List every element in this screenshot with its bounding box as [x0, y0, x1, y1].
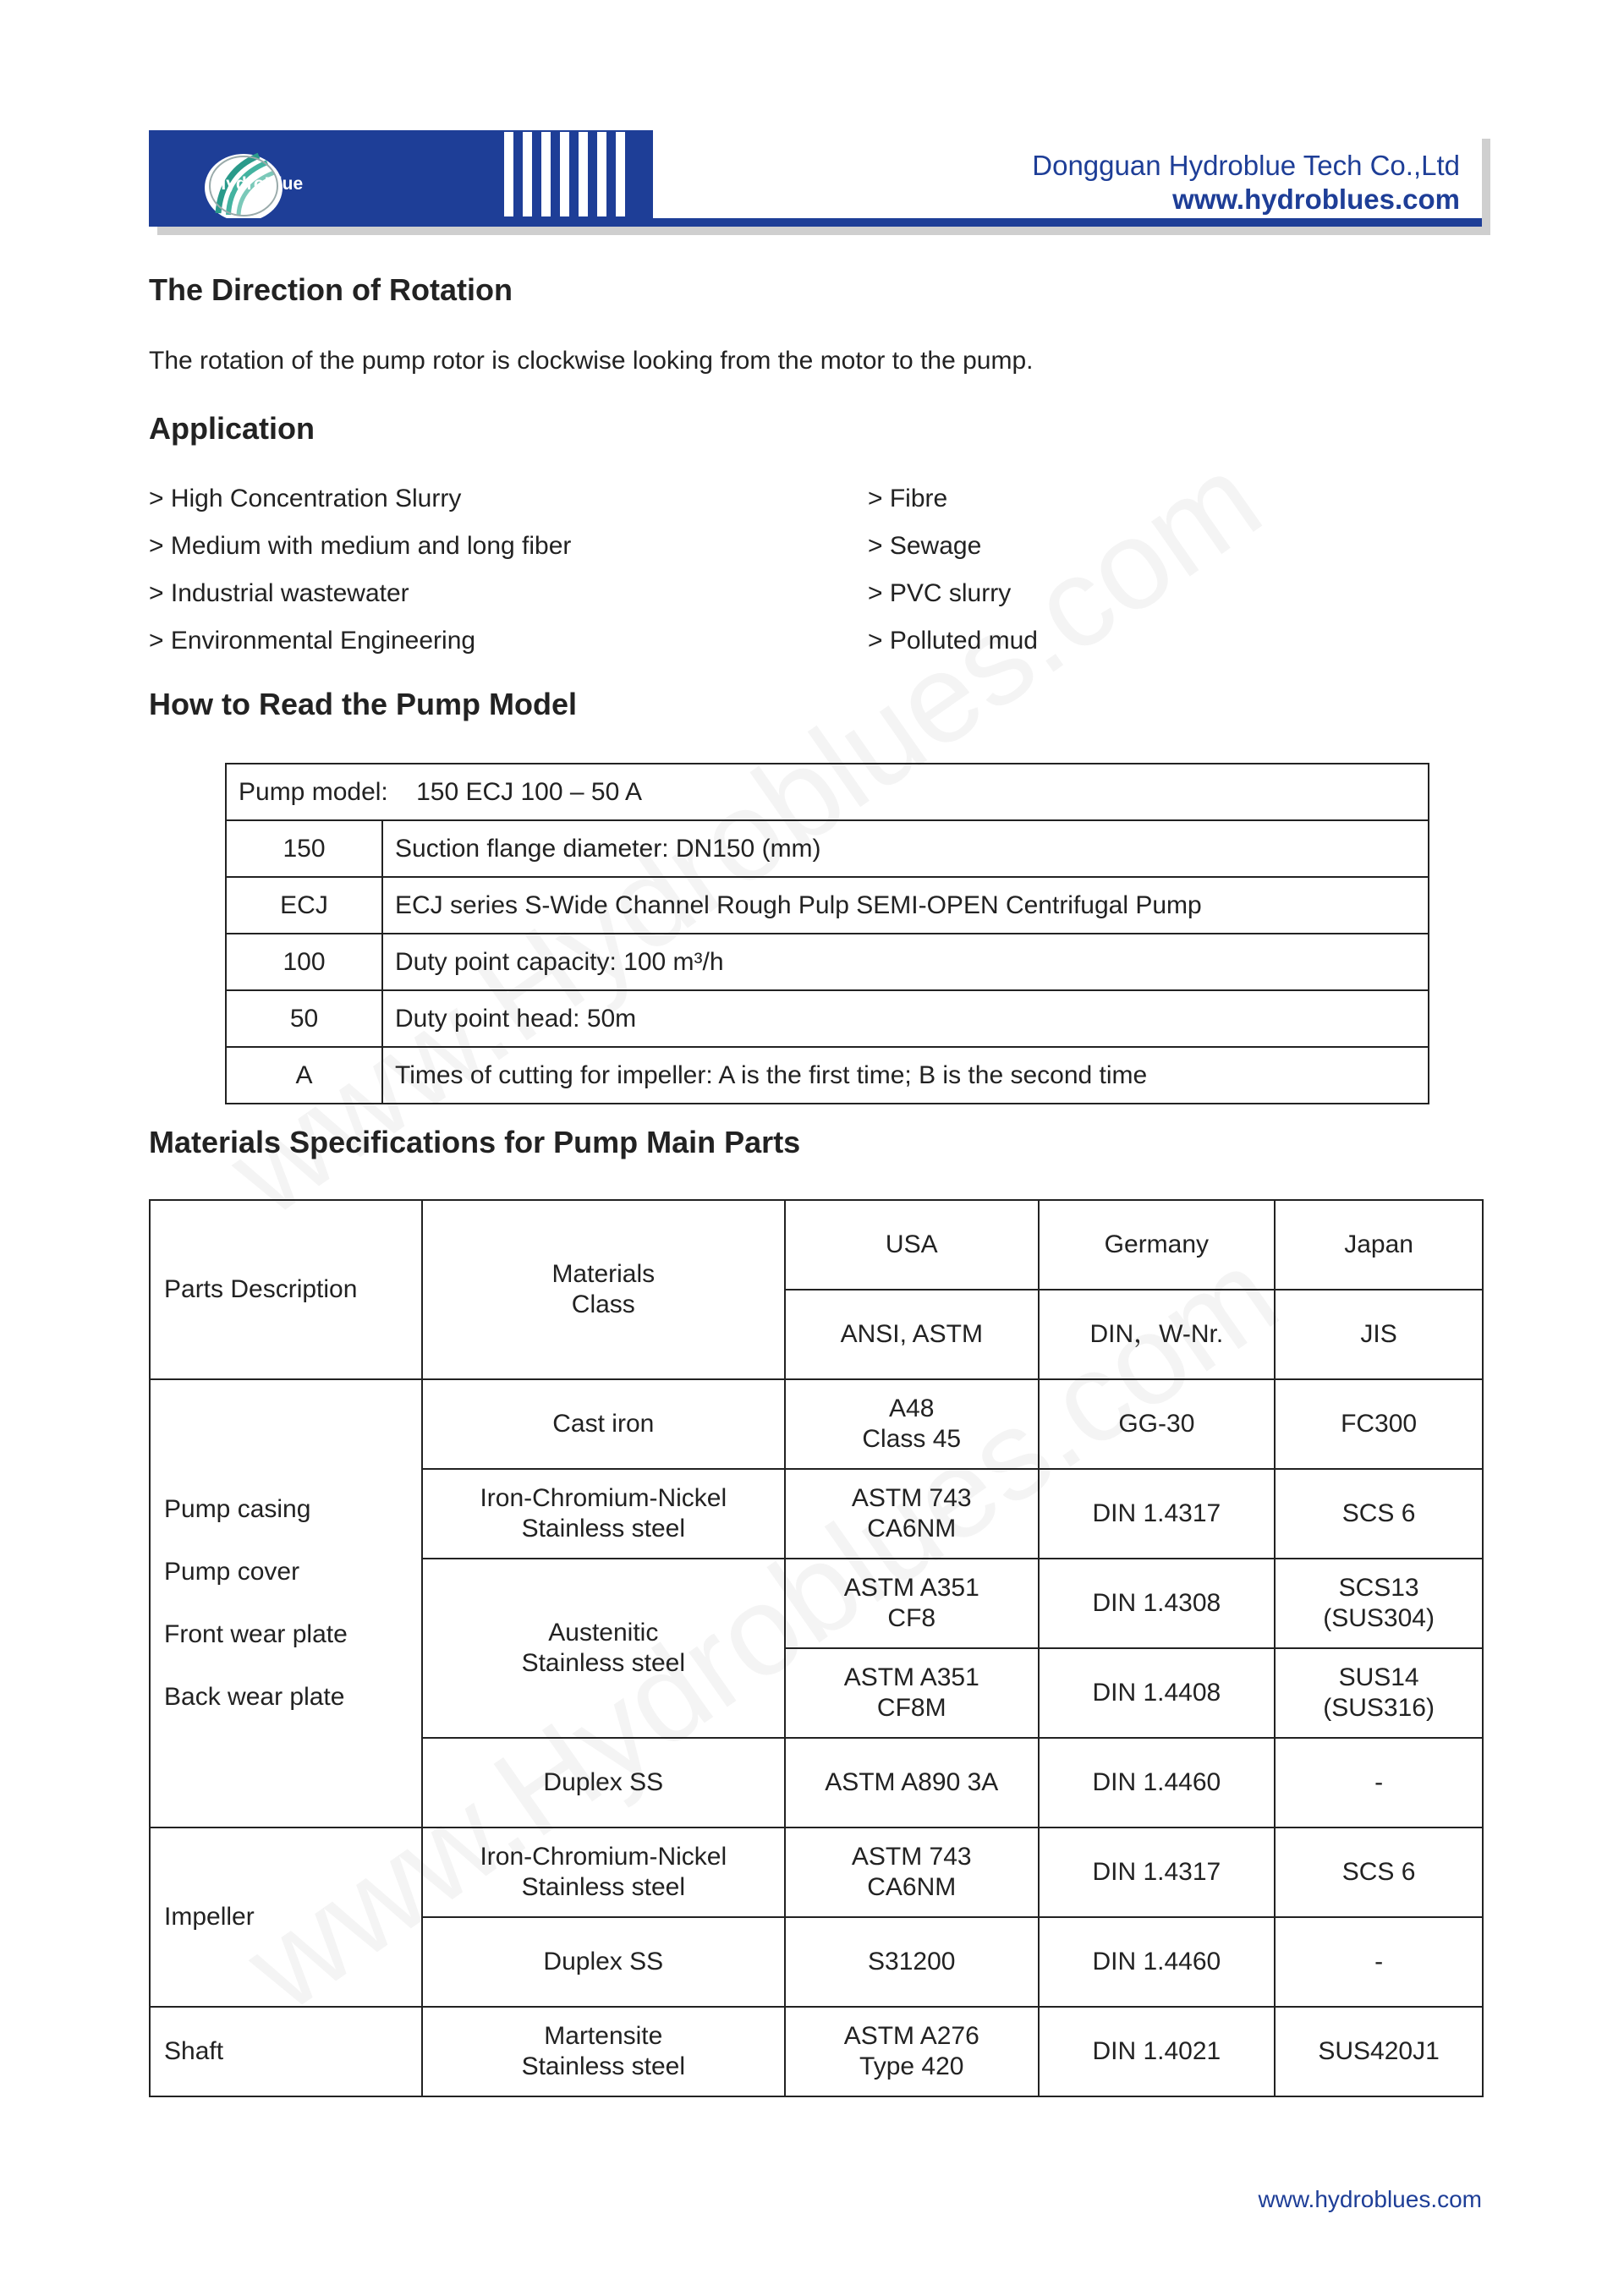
header-germany: Germany	[1039, 1200, 1276, 1290]
japan-cell: SUS420J1	[1275, 2007, 1483, 2096]
table-row	[150, 1379, 1483, 1469]
usa-cell: ASTM A890 3A	[785, 1738, 1039, 1827]
model-title: How to Read the Pump Model	[149, 687, 578, 721]
rotation-text: The rotation of the pump rotor is clockwise looking from the motor to the pump.	[149, 347, 1034, 375]
japan-cell: SCS13 (SUS304)	[1275, 1559, 1483, 1648]
materials-table	[149, 1199, 1484, 2097]
part-name: Pump cover	[164, 1558, 300, 1586]
usa-cell: ASTM A351 CF8M	[785, 1648, 1039, 1738]
rotation-title: The Direction of Rotation	[149, 272, 513, 307]
footer-website[interactable]: www.hydroblues.com	[1258, 2186, 1482, 2212]
table-row	[226, 990, 1429, 1047]
model-desc-cell: Suction flange diameter: DN150 (mm)	[382, 820, 1429, 877]
part-name: Back wear plate	[164, 1683, 345, 1711]
logo-text: HydroBlue	[213, 174, 304, 194]
material-class-cell: Duplex SS	[422, 1738, 785, 1827]
table-row	[150, 1827, 1483, 1917]
japan-cell: -	[1275, 1738, 1483, 1827]
part-name: Pump casing	[164, 1495, 311, 1523]
header-parts-description: Parts Description	[150, 1200, 422, 1379]
shaft-cell: Shaft	[150, 2007, 422, 2096]
header-underline	[149, 218, 1482, 227]
model-code-cell: 150	[226, 820, 382, 877]
usa-cell: ASTM A276 Type 420	[785, 2007, 1039, 2096]
company-website[interactable]: www.hydroblues.com	[1172, 184, 1460, 215]
materials-title: Materials Specifications for Pump Main Parts	[149, 1125, 801, 1159]
model-desc-cell: Times of cutting for impeller: A is the first time; B is the second time	[382, 1047, 1429, 1104]
japan-cell: SCS 6	[1275, 1469, 1483, 1559]
header-stripes	[497, 130, 653, 218]
germany-cell: DIN 1.4460	[1039, 1917, 1276, 2007]
list-item: > High Concentration Slurry	[149, 485, 462, 512]
japan-cell: SCS 6	[1275, 1827, 1483, 1917]
germany-cell: DIN 1.4408	[1039, 1648, 1276, 1738]
model-code-cell: ECJ	[226, 877, 382, 934]
casing-parts-cell	[150, 1379, 422, 1827]
company-block	[1032, 149, 1460, 216]
model-desc-cell: Duty point capacity: 100 m³/h	[382, 934, 1429, 990]
material-class-cell: Austenitic Stainless steel	[422, 1559, 785, 1738]
list-item: > Environmental Engineering	[149, 627, 476, 655]
header-materials-class: Materials Class	[422, 1200, 785, 1379]
application-title: Application	[149, 411, 315, 446]
list-item: > Industrial wastewater	[149, 579, 409, 607]
header-blue-band	[149, 130, 653, 218]
japan-cell: FC300	[1275, 1379, 1483, 1469]
header-usa-standard: ANSI, ASTM	[785, 1290, 1039, 1379]
table-row	[226, 934, 1429, 990]
germany-cell: DIN 1.4460	[1039, 1738, 1276, 1827]
usa-cell: A48 Class 45	[785, 1379, 1039, 1469]
material-class-cell: Martensite Stainless steel	[422, 2007, 785, 2096]
list-item: > Sewage	[868, 532, 982, 560]
germany-cell: DIN 1.4308	[1039, 1559, 1276, 1648]
model-code-cell: A	[226, 1047, 382, 1104]
japan-cell: -	[1275, 1917, 1483, 2007]
germany-cell: DIN 1.4021	[1039, 2007, 1276, 2096]
page-header	[149, 130, 1482, 227]
material-class-cell: Iron-Chromium-Nickel Stainless steel	[422, 1469, 785, 1559]
table-row	[226, 764, 1429, 820]
header-japan-standard: JIS	[1275, 1290, 1483, 1379]
list-item: > Fibre	[868, 485, 948, 512]
application-list-right	[868, 484, 1038, 673]
company-name: Dongguan Hydroblue Tech Co.,Ltd	[1032, 150, 1460, 181]
usa-cell: ASTM 743 CA6NM	[785, 1827, 1039, 1917]
header-japan: Japan	[1275, 1200, 1483, 1290]
part-name: Front wear plate	[164, 1620, 348, 1648]
model-header-cell: Pump model: 150 ECJ 100 – 50 A	[226, 764, 1429, 820]
header-usa: USA	[785, 1200, 1039, 1290]
list-item: > Polluted mud	[868, 627, 1038, 655]
usa-cell: S31200	[785, 1917, 1039, 2007]
model-desc-cell: Duty point head: 50m	[382, 990, 1429, 1047]
usa-cell: ASTM 743 CA6NM	[785, 1469, 1039, 1559]
impeller-cell: Impeller	[150, 1827, 422, 2007]
application-list-left	[149, 484, 571, 673]
pump-model-table	[225, 763, 1429, 1104]
material-class-cell: Iron-Chromium-Nickel Stainless steel	[422, 1827, 785, 1917]
list-item: > Medium with medium and long fiber	[149, 532, 572, 560]
germany-cell: DIN 1.4317	[1039, 1469, 1276, 1559]
material-class-cell: Cast iron	[422, 1379, 785, 1469]
model-code-cell: 50	[226, 990, 382, 1047]
germany-cell: DIN 1.4317	[1039, 1827, 1276, 1917]
model-desc-cell: ECJ series S-Wide Channel Rough Pulp SEMI-OPEN Centrifugal Pump	[382, 877, 1429, 934]
material-class-cell: Duplex SS	[422, 1917, 785, 2007]
japan-cell: SUS14 (SUS316)	[1275, 1648, 1483, 1738]
header-germany-standard: DIN，W-Nr.	[1039, 1290, 1276, 1379]
usa-cell: ASTM A351 CF8	[785, 1559, 1039, 1648]
table-row	[150, 2007, 1483, 2096]
germany-cell: GG-30	[1039, 1379, 1276, 1469]
table-row	[226, 1047, 1429, 1104]
table-row	[226, 820, 1429, 877]
model-code-cell: 100	[226, 934, 382, 990]
table-row	[150, 1200, 1483, 1290]
list-item: > PVC slurry	[868, 579, 1012, 607]
table-row	[226, 877, 1429, 934]
